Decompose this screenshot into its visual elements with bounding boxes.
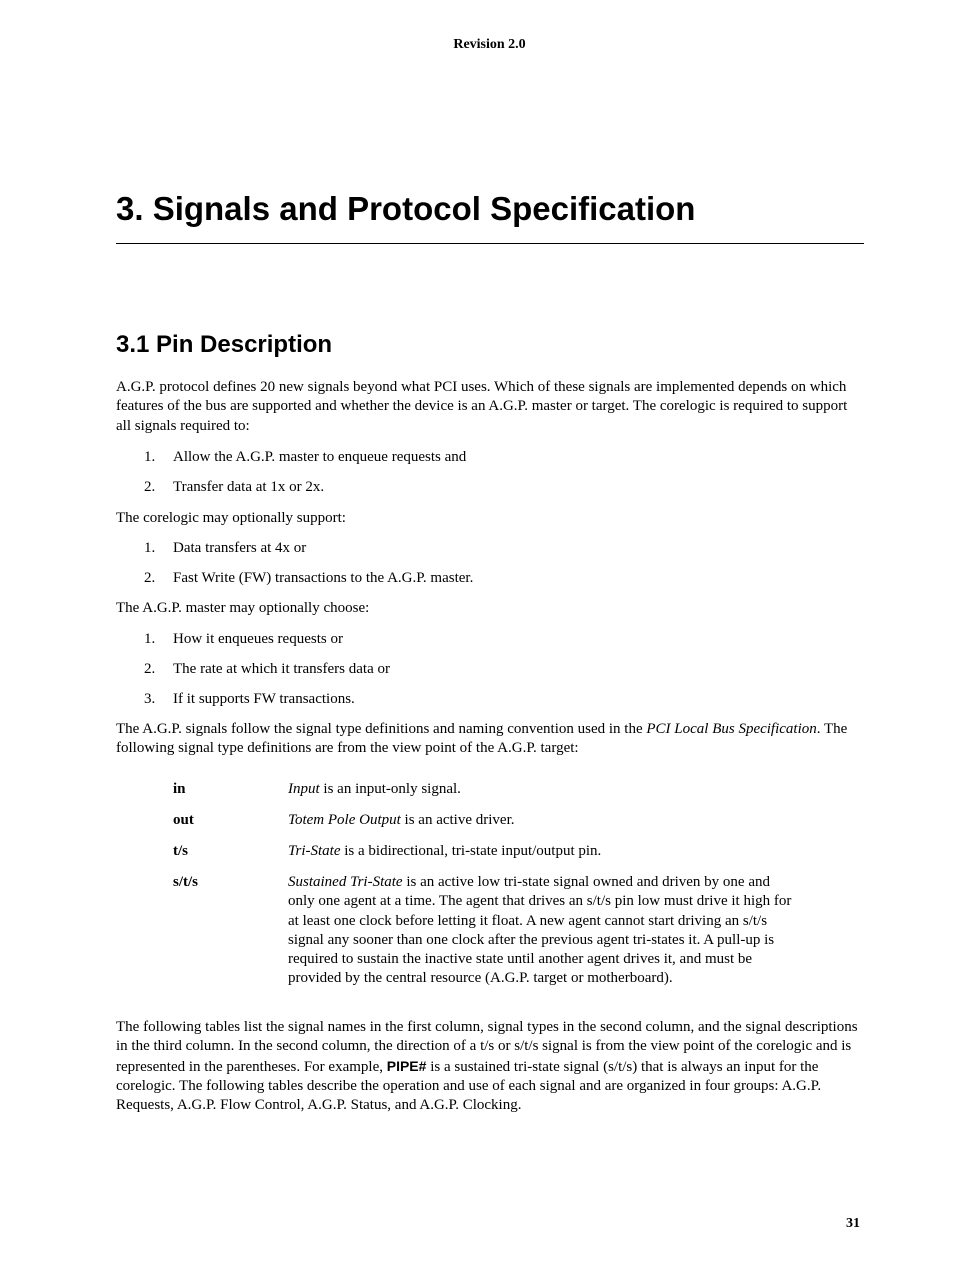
list-number: 2. [144,479,156,495]
list-item [144,448,466,467]
definition-text: is an active low tri-state signal owned and driven by one and only one agent at a time. The agent that drives an s/t/s pin low must drive it high for at least one clock before letting it float. A new agent cannot start driving an s/t/s signal any sooner than one clock after the previous agent tri-states it. A pull-up is required to sustain the inactive state until another agent drives it, and must be provided by the central resource (A.G.P. target or motherboard). [288,874,792,987]
definition-description [288,811,798,830]
list-number: 1. [144,631,156,647]
definition-term: out [173,812,194,828]
list-item [144,690,355,709]
definition-term: in [173,781,186,797]
definition-lead: Input [288,781,320,797]
page-number: 31 [846,1216,860,1231]
list-number: 1. [144,449,156,465]
list-number: 1. [144,540,156,556]
list-text: Allow the A.G.P. master to enqueue requests and [173,449,467,465]
definition-description [288,780,798,799]
list-text: Transfer data at 1x or 2x. [173,479,325,495]
definition-description [288,873,798,989]
list-text: The rate at which it transfers data or [173,661,390,677]
signal-name: PIPE# [386,1057,427,1074]
list-item [144,478,324,497]
master-optional-intro: The A.G.P. master may optionally choose: [116,600,370,616]
list-item [144,630,343,649]
corelogic-optional-intro: The corelogic may optionally support: [116,510,346,526]
list-item [144,569,473,588]
tables-paragraph [116,1018,861,1115]
list-text: If it supports FW transactions. [173,691,355,707]
list-text: How it enqueues requests or [173,631,343,647]
paragraph-text: . The following signal type definitions are from the view point of the A.G.P. target: [116,721,848,757]
list-text: Fast Write (FW) transactions to the A.G.P. master. [173,570,474,586]
section-title: 3.1 Pin Description [116,331,333,358]
definition-term: s/t/s [173,874,199,890]
list-item [144,660,390,679]
definition-lead: Tri-State [288,843,341,859]
paragraph-text: The following tables list the signal names in the first column, signal types in the second column, and the signal descriptions in the third column. In the second column, the direction of a t/s or s/t/s signal is from the view point of the corelogic and is represented in the parentheses. For example, [116,1019,858,1075]
list-number: 2. [144,661,156,677]
chapter-rule [116,243,864,244]
definition-lead: Totem Pole Output [288,812,401,828]
list-text: Data transfers at 4x or [173,540,307,556]
chapter-title: 3. Signals and Protocol Specification [116,190,696,227]
definition-text: is an active driver. [400,812,515,828]
definition-term: t/s [173,843,188,859]
list-item [144,539,306,558]
definition-description [288,842,798,861]
spec-reference: PCI Local Bus Specification [646,721,817,737]
list-number: 3. [144,691,156,707]
paragraph-text: is a sustained tri-state signal (s/t/s) that is always an input for the corelogic. The following tables describe the operation and use of each signal and are organized in four groups: A.G.P. Requests, A.G.P. Flow Control, A.G.P. Status, and A.G.P. Clocking. [116,1058,822,1114]
paragraph-text: The A.G.P. signals follow the signal type definitions and naming convention used in the [116,721,647,737]
list-number: 2. [144,570,156,586]
intro-paragraph: A.G.P. protocol defines 20 new signals beyond what PCI uses. Which of these signals are implemented depends on which features of the bus are supported and whether the device is an A.G.P. master or target. The corelogic is required to support all signals required to: [116,379,848,434]
definition-text: is a bidirectional, tri-state input/output pin. [340,843,602,859]
definition-lead: Sustained Tri-State [288,874,403,890]
definition-text: is an input-only signal. [319,781,461,797]
page-header-revision: Revision 2.0 [453,37,526,52]
signal-types-paragraph [116,720,861,759]
